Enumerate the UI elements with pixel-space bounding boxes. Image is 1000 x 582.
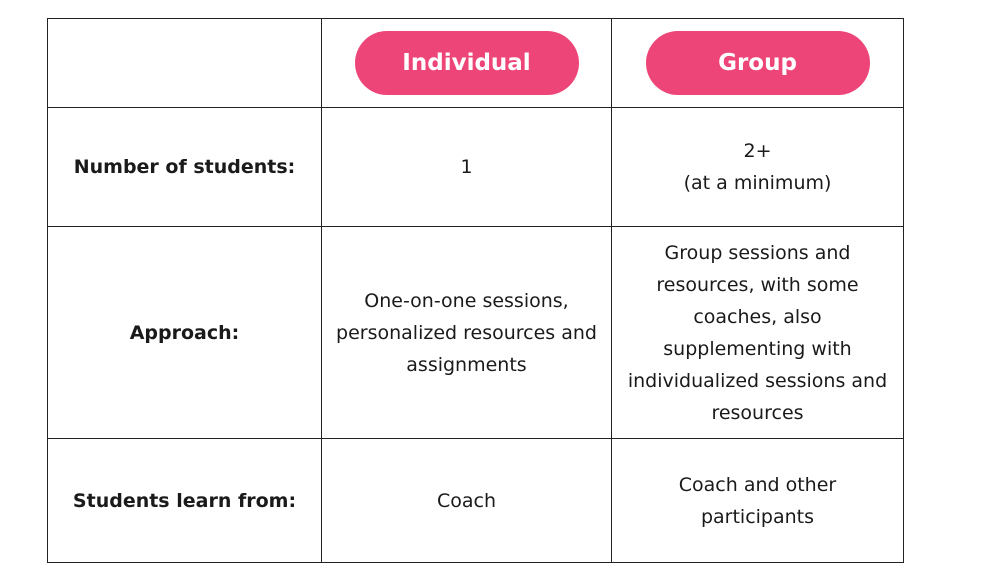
approach-label: Approach:: [48, 227, 322, 439]
group-header-cell: [612, 19, 904, 108]
number-of-students-label: Number of students:: [48, 108, 322, 227]
number-of-students-group-value: 2+: [743, 140, 772, 162]
empty-corner-cell: [48, 19, 322, 108]
number-of-students-row: [48, 108, 904, 227]
header-row: [48, 19, 904, 108]
students-learn-from-group: Coach and other participants: [612, 439, 904, 563]
approach-row: [48, 227, 904, 439]
number-of-students-group-note: (at a minimum): [683, 172, 832, 194]
group-pill: Group: [646, 31, 870, 95]
number-of-students-group: [612, 108, 904, 227]
students-learn-from-label: Students learn from:: [48, 439, 322, 563]
comparison-table: [47, 18, 904, 563]
individual-header-cell: [322, 19, 612, 108]
approach-group: Group sessions and resources, with some coaches, also supplementing with individualized sessions and resources: [612, 227, 904, 439]
students-learn-from-row: [48, 439, 904, 563]
individual-pill: Individual: [355, 31, 579, 95]
number-of-students-individual: 1: [322, 108, 612, 227]
approach-individual: One-on-one sessions, personalized resources and assignments: [322, 227, 612, 439]
students-learn-from-individual: Coach: [322, 439, 612, 563]
